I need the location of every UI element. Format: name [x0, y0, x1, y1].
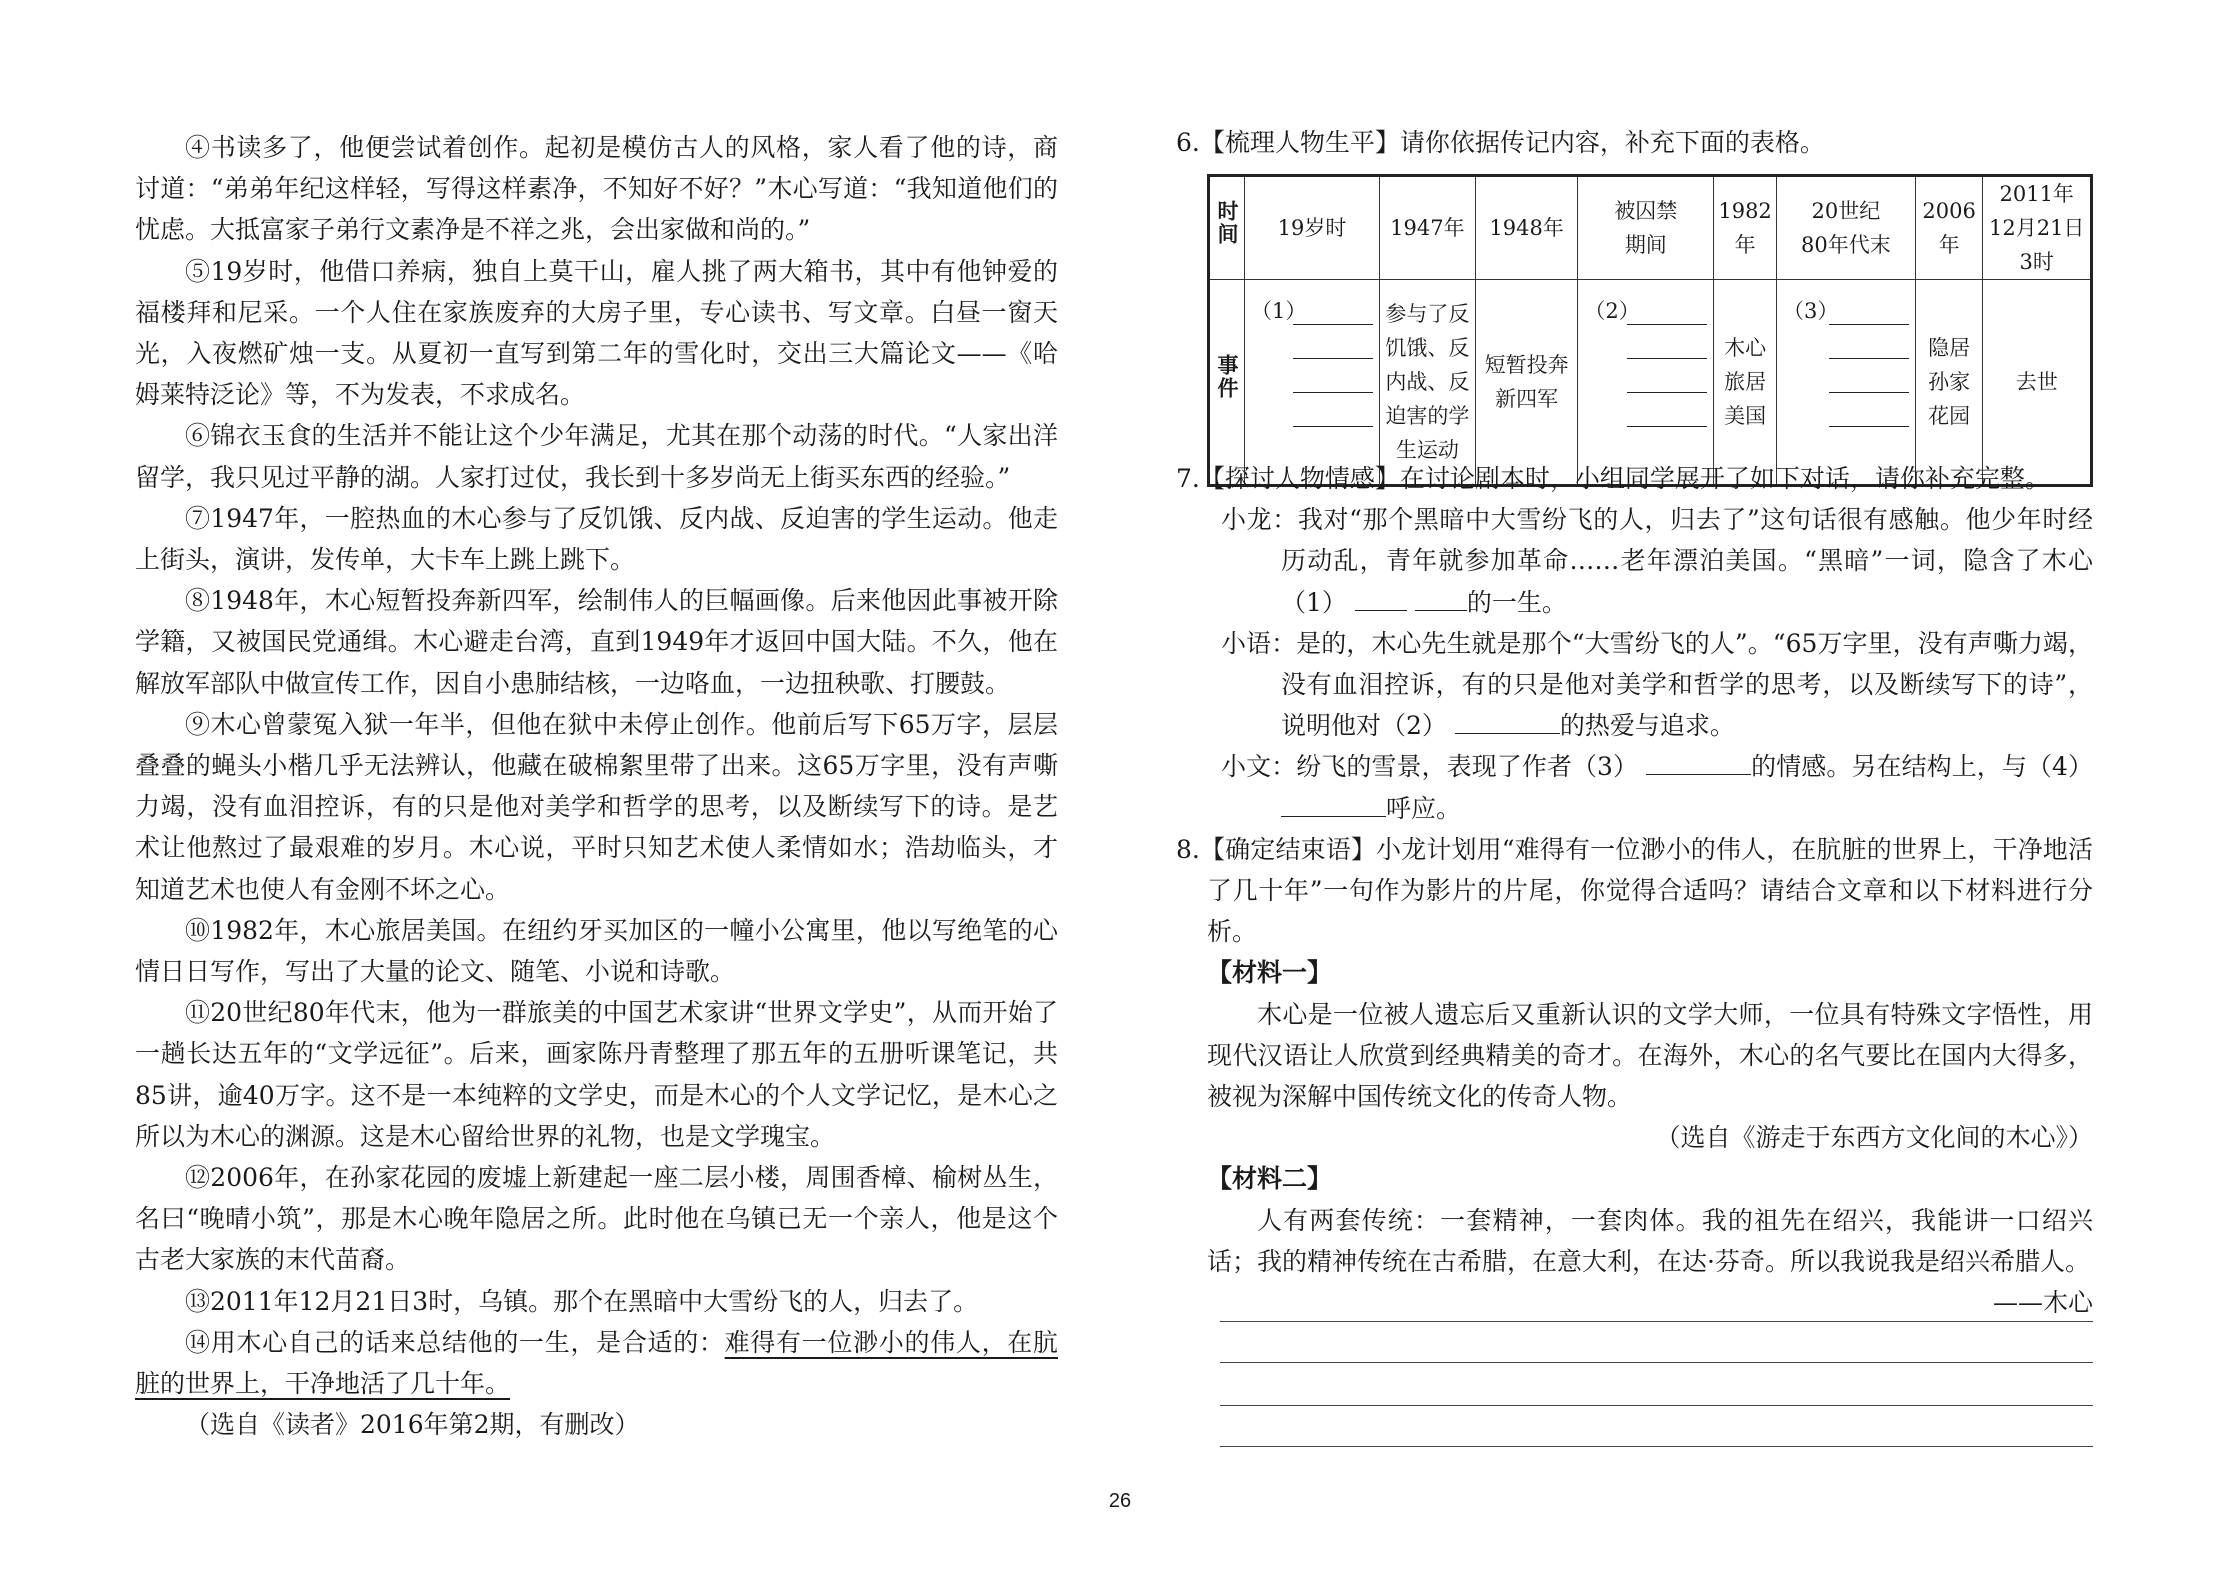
material-2-source: ——木心: [1992, 1288, 2093, 1318]
material-2-text: 人有两套传统：一套精神，一套肉体。我的祖先在绍兴，我能讲一口绍兴话；我的精神传统在古希腊，在意大利，在达·芬奇。所以我说我是绍兴希腊人。: [1207, 1205, 2093, 1276]
paragraph-6: ⑥锦衣玉食的生活并不能让这个少年满足，尤其在那个动荡的时代。“人家出洋留学，我只见过平静的湖。人家打过仗，我长到十多岁尚无上街买东西的经验。”: [135, 421, 1058, 492]
time-cell: 被囚禁 期间: [1578, 176, 1714, 280]
time-cell: 2006 年: [1915, 176, 1983, 280]
paragraph-14-intro: ⑭用木心自己的话来总结他的一生，是合适的：: [185, 1327, 725, 1357]
material-1-text: 木心是一位被人遗忘后又重新认识的文学大师，一位具有特殊文字悟性，用现代汉语让人欣赏到经典精美的奇才。在海外，木心的名气要比在国内大得多，被视为深解中国传统文化的传奇人物。: [1207, 999, 2093, 1112]
time-cell: 20世纪 80年代末: [1776, 176, 1915, 280]
q7-blank-1b[interactable]: [1415, 586, 1467, 611]
material-1-source: （选自《游走于东西方文化间的木心》）: [1655, 1123, 2093, 1153]
time-row-label: 时间: [1209, 176, 1245, 280]
paragraph-9: ⑨木心曾蒙冤入狱一年半，但他在狱中未停止创作。他前后写下65万字，层层叠叠的蝇头小楷几乎无法辨认，他藏在破棉絮里带了出来。这65万字里，没有声嘶力竭，没有血泪控诉，有的只是他对美学和哲学的思考，以及断续写下的诗。是艺术让他熬过了最艰难的岁月。木心说，平时只知艺术使人柔情如水；浩劫临头，才知道艺术也使人有金刚不坏之心。: [135, 709, 1058, 904]
paragraph-4: ④书读多了，他便尝试着创作。起初是模仿古人的风格，家人看了他的诗，商讨道：“弟弟年纪这样轻，写得这样素净，不知好不好？”木心写道：“我知道他们的忧虑。大抵富家子弟行文素净是不祥之兆，会出家做和尚的。”: [135, 133, 1058, 245]
passage-source: （选自《读者》2016年第2期，有删改）: [185, 1410, 640, 1440]
time-cell: 1982 年: [1714, 176, 1777, 280]
blank-line: [1293, 358, 1373, 359]
time-cell: 1948年: [1475, 176, 1578, 280]
material-1-label: 【材料一】: [1207, 958, 1333, 988]
blank-line: [1293, 392, 1373, 393]
blank-line: [1829, 324, 1909, 325]
dialogue-xiaowen: 小文：纷飞的雪景，表现了作者（3） 的情感。另在结构上，与（4） 呼应。: [1221, 752, 2093, 823]
event-cell: 短暂投奔 新四军: [1475, 280, 1578, 486]
time-cell: 19岁时: [1245, 176, 1380, 280]
question-8-title: 8.【确定结束语】小龙计划用“难得有一位渺小的伟人，在肮脏的世界上，干净地活了几十年”一句作为影片的片尾，你觉得合适吗？请结合文章和以下材料进行分析。: [1176, 834, 2093, 947]
q7-blank-2[interactable]: [1455, 709, 1560, 734]
paragraph-12: ⑫2006年，在孙家花园的废墟上新建起一座二层小楼，周围香樟、榆树丛生，名曰“晚晴小筑”，那是木心晚年隐居之所。此时他在乌镇已无一个亲人，他是这个古老大家族的末代苗裔。: [135, 1163, 1058, 1275]
underlined-quote: 难得有一位渺小的伟人，在肮脏的世界上，干净地活了几十年。: [135, 1327, 1058, 1399]
event-cell: 木心 旅居 美国: [1714, 280, 1777, 486]
paragraph-13: ⑬2011年12月21日3时，乌镇。那个在黑暗中大雪纷飞的人，归去了。: [185, 1286, 979, 1316]
page-number: 26: [1108, 1490, 1132, 1512]
question-7-title: 7.【探讨人物情感】在讨论剧本时，小组同学展开了如下对话，请你补充完整。: [1176, 464, 2050, 493]
answer-line[interactable]: [1220, 1405, 2093, 1406]
timeline-table: [1207, 174, 2093, 487]
event-row-label: 事件: [1209, 280, 1245, 486]
blank-line: [1293, 324, 1373, 325]
paragraph-7: ⑦1947年，一腔热血的木心参与了反饥饿、反内战、反迫害的学生运动。他走上街头，演讲，发传单，大卡车上跳上跳下。: [135, 503, 1058, 575]
time-cell: 2011年 12月21日 3时: [1983, 176, 2092, 280]
answer-blank-1[interactable]: （1）: [1245, 280, 1380, 486]
passage: [135, 127, 1058, 1446]
blank-line: [1829, 426, 1909, 427]
event-cell: 去世: [1983, 280, 2092, 486]
blank-line: [1829, 358, 1909, 359]
blank-line: [1627, 426, 1707, 427]
dialogue-xiaolong: 小龙：我对“那个黑暗中大雪纷飞的人，归去了”这句话很有感触。他少年时经历动乱，青年就参加革命……老年漂泊美国。“黑暗”一词，隐含了木心（1） 的一生。: [1221, 505, 2093, 617]
blank-line: [1829, 392, 1909, 393]
paragraph-11: ⑪20世纪80年代末，他为一群旅美的中国艺术家讲“世界文学史”，从而开始了一趟长达五年的“文学远征”。后来，画家陈丹青整理了那五年的五册听课笔记，共85讲，逾40万字。这不是一本纯粹的文学史，而是木心的个人文学记忆，是木心之所以为木心的渊源。这是木心留给世界的礼物，也是文学瑰宝。: [135, 998, 1058, 1151]
answer-line[interactable]: [1220, 1321, 2093, 1322]
blank-line: [1627, 324, 1707, 325]
answer-line[interactable]: [1220, 1446, 2093, 1447]
paragraph-10: ⑩1982年，木心旅居美国。在纽约牙买加区的一幢小公寓里，他以写绝笔的心情日日写作，写出了大量的论文、随笔、小说和诗歌。: [135, 915, 1058, 987]
event-cell: 参与了反 饥饿、反 内战、反 迫害的学 生运动: [1379, 280, 1475, 486]
paragraph-14: [135, 1322, 1058, 1404]
material-2-label: 【材料二】: [1207, 1164, 1333, 1194]
event-cell: 隐居 孙家 花园: [1915, 280, 1983, 486]
q7-blank-4[interactable]: [1281, 792, 1386, 817]
q7-blank-1a[interactable]: [1355, 586, 1407, 611]
blank-line: [1627, 392, 1707, 393]
answer-blank-2[interactable]: （2）: [1578, 280, 1714, 486]
blank-line: [1293, 426, 1373, 427]
paragraph-5: ⑤19岁时，他借口养病，独自上莫干山，雇人挑了两大箱书，其中有他钟爱的福楼拜和尼采。一个人住在家族废弃的大房子里，专心读书、写文章。白昼一窗天光，入夜燃矿烛一支。从夏初一直写到第二年的雪化时，交出三大篇论文——《哈姆莱特泛论》等，不为发表，不求成名。: [135, 256, 1058, 410]
dialogue-xiaoyu: 小语：是的，木心先生就是那个“大雪纷飞的人”。“65万字里，没有声嘶力竭，没有血泪控诉，有的只是他对美学和哲学的思考，以及断续写下的诗”，说明他对（2） 的热爱与追求。: [1221, 628, 2093, 741]
blank-line: [1627, 358, 1707, 359]
answer-line[interactable]: [1220, 1362, 2093, 1363]
q7-blank-3[interactable]: [1646, 750, 1751, 775]
time-row: [1209, 176, 2092, 280]
questions-7-8: [1176, 458, 2093, 1323]
time-cell: 1947年: [1379, 176, 1475, 280]
paragraph-8: ⑧1948年，木心短暂投奔新四军，绘制伟人的巨幅画像。后来他因此事被开除学籍，又被国民党通缉。木心避走台湾，直到1949年才返回中国大陆。不久，他在解放军部队中做宣传工作，因自小患肺结核，一边咯血，一边扭秧歌、打腰鼓。: [135, 586, 1058, 698]
answer-blank-3[interactable]: （3）: [1776, 280, 1915, 486]
question-6-title: 6.【梳理人物生平】请你依据传记内容，补充下面的表格。: [1176, 128, 1825, 157]
event-row: [1209, 280, 2092, 486]
